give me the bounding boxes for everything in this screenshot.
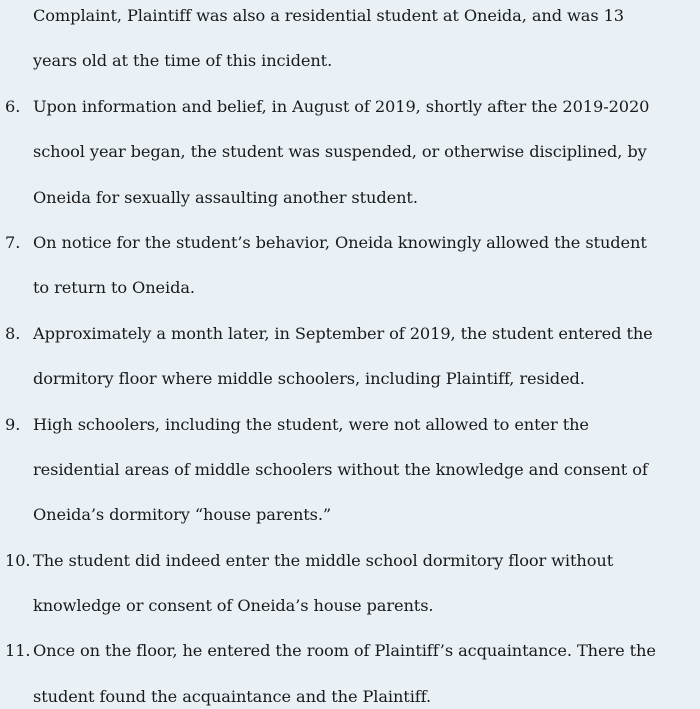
paragraph-number: 7. [5,232,21,252]
paragraph-line: school year began, the student was suspended, or otherwise disciplined, by [33,142,647,162]
paragraph-line: student found the acquaintance and the Plaintiff. [33,686,432,706]
paragraph-line: Approximately a month later, in September of 2019, the student entered the [33,323,653,343]
paragraph-7 [5,232,690,300]
paragraph-number: 11. [5,641,31,661]
paragraph-9 [5,414,690,527]
paragraph-number: 9. [5,414,21,434]
paragraph-10 [5,550,690,618]
paragraph-line: On notice for the student’s behavior, Oneida knowingly allowed the student [33,232,647,252]
paragraph-line: Oneida for sexually assaulting another student. [33,187,418,207]
paragraph-line: to return to Oneida. [33,278,195,298]
paragraph-line: Oneida’s dormitory “house parents.” [33,505,332,525]
paragraph-6 [5,96,690,209]
paragraph-line: Once on the floor, he entered the room of Plaintiff’s acquaintance. There the [33,641,656,661]
paragraph-number: 8. [5,323,21,343]
paragraph-line: dormitory floor where middle schoolers, including Plaintiff, resided. [33,369,585,389]
paragraph-number: 10. [5,550,31,570]
continuation-line: years old at the time of this incident. [33,51,333,71]
paragraph-line: knowledge or consent of Oneida’s house parents. [33,596,434,616]
paragraph-11 [5,640,690,708]
continuation-line: Complaint, Plaintiff was also a residential student at Oneida, and was 13 [33,6,624,25]
paragraph-number: 6. [5,96,21,116]
paragraph-line: Upon information and belief, in August of 2019, shortly after the 2019-2020 [33,96,650,116]
paragraph-line: residential areas of middle schoolers without the knowledge and consent of [33,459,648,479]
paragraph-line: The student did indeed enter the middle school dormitory floor without [33,550,614,570]
paragraph-line: High schoolers, including the student, were not allowed to enter the [33,414,589,434]
paragraph-8 [5,323,690,391]
